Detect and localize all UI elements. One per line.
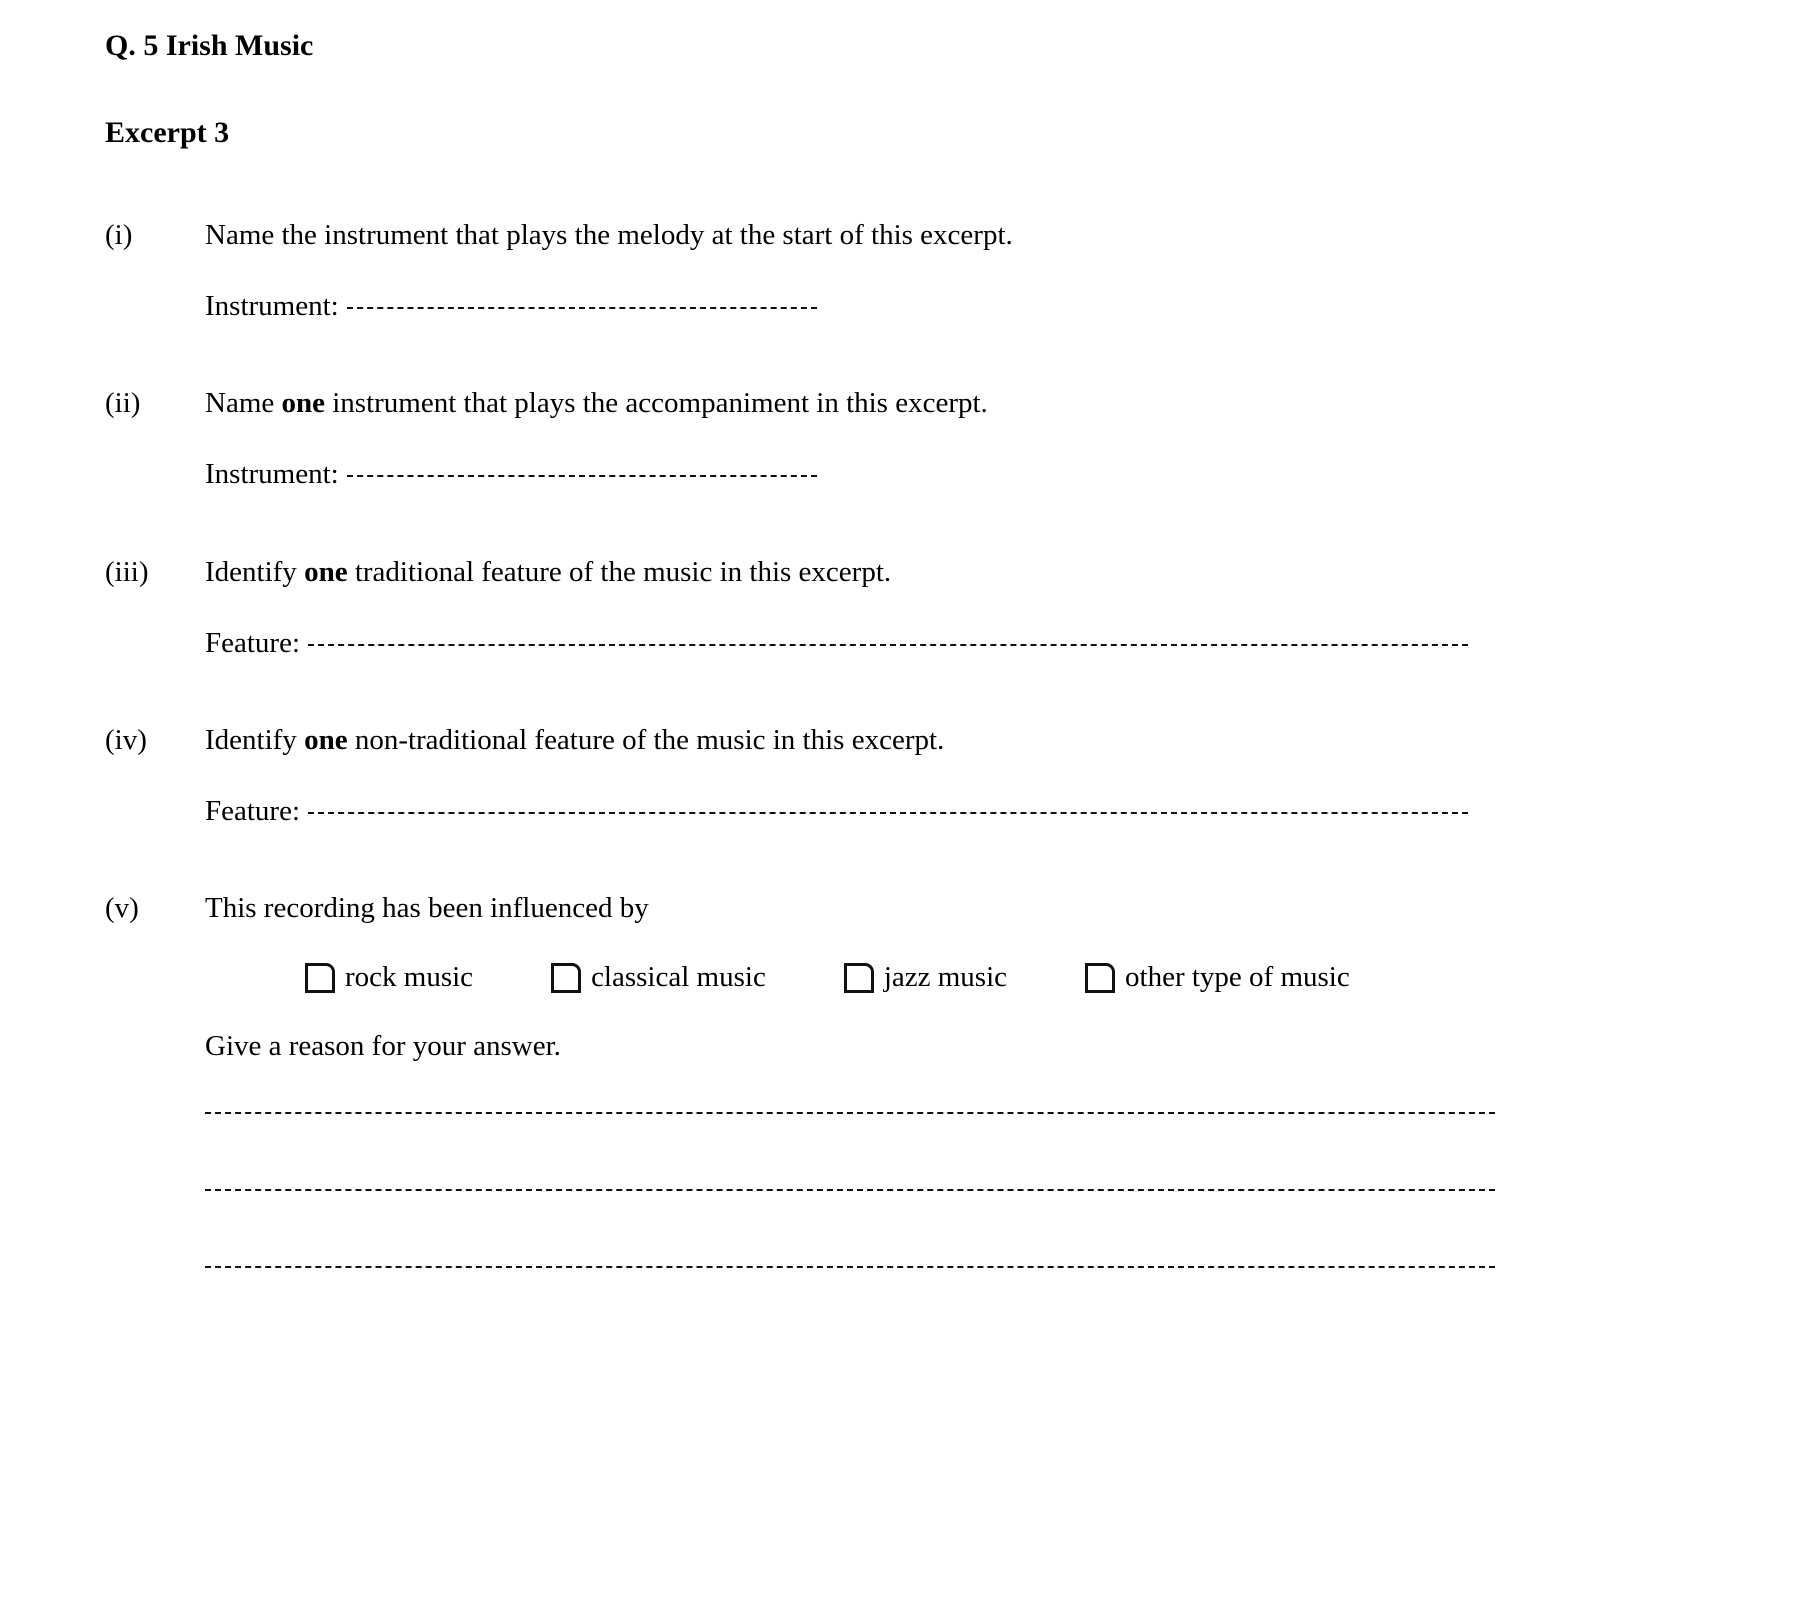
item-text-ii-emphasis: one bbox=[281, 387, 325, 420]
item-number-i: (i) bbox=[105, 219, 133, 251]
item-text-iv-after: non-traditional feature of the music in this excerpt. bbox=[347, 723, 945, 756]
answer-blank-i[interactable] bbox=[347, 306, 817, 309]
question-item-ii bbox=[105, 384, 1748, 494]
option-label-other-type-of-music: other type of music bbox=[1125, 961, 1350, 994]
item-text-iv-emphasis: one bbox=[304, 723, 348, 756]
answer-blank-iv[interactable] bbox=[308, 811, 1468, 814]
option-other-type-of-music[interactable] bbox=[1085, 958, 1350, 997]
item-text-i-before: Name the instrument that plays the melody at the start of this excerpt. bbox=[205, 219, 1013, 251]
answer-row-ii bbox=[205, 455, 1748, 494]
item-text-iii-emphasis: one bbox=[304, 555, 348, 588]
item-number-iii: (iii) bbox=[105, 555, 149, 588]
item-text-iii bbox=[205, 553, 1748, 592]
answer-row-iv bbox=[205, 792, 1748, 831]
reason-answer-line-2[interactable] bbox=[205, 1188, 1495, 1191]
item-text-ii-after: instrument that plays the accompaniment in this excerpt. bbox=[325, 387, 988, 420]
item-text-iii-before: Identify bbox=[205, 555, 305, 588]
checkbox-icon[interactable] bbox=[1085, 963, 1115, 993]
item-text-ii bbox=[205, 384, 1748, 423]
answer-row-i bbox=[205, 287, 1748, 326]
item-text-iv-before: Identify bbox=[205, 723, 305, 756]
option-label-classical-music: classical music bbox=[591, 961, 766, 994]
checkbox-icon[interactable] bbox=[844, 963, 874, 993]
item-number-ii: (ii) bbox=[105, 387, 141, 420]
question-item-iv bbox=[105, 721, 1748, 831]
checkbox-icon[interactable] bbox=[551, 963, 581, 993]
answer-blank-iii[interactable] bbox=[308, 643, 1468, 646]
question-item-iii bbox=[105, 553, 1748, 663]
option-label-rock-music: rock music bbox=[345, 961, 474, 994]
answer-row-iii bbox=[205, 624, 1748, 663]
question-item-i bbox=[105, 216, 1748, 326]
option-jazz-music[interactable] bbox=[844, 958, 1007, 997]
item-number-iv: (iv) bbox=[105, 723, 147, 756]
item-text-iv bbox=[205, 721, 1748, 760]
reason-answer-lines bbox=[205, 1111, 1748, 1268]
item-text-ii-before: Name bbox=[205, 387, 282, 420]
checkbox-icon[interactable] bbox=[305, 963, 335, 993]
question-item-v bbox=[105, 889, 1748, 1341]
item-text-v: This recording has been influenced by bbox=[205, 892, 649, 925]
reason-answer-line-1[interactable] bbox=[205, 1111, 1495, 1114]
page-title: Q. 5 Irish Music bbox=[105, 29, 314, 62]
answer-label-i: Instrument: bbox=[205, 290, 339, 323]
answer-label-iii: Feature: bbox=[205, 626, 301, 659]
answer-label-ii: Instrument: bbox=[205, 458, 339, 491]
item-text-iii-after: traditional feature of the music in this excerpt. bbox=[347, 555, 892, 588]
option-label-jazz-music: jazz music bbox=[883, 961, 1008, 994]
excerpt-title: Excerpt 3 bbox=[105, 116, 230, 149]
option-rock-music[interactable] bbox=[305, 958, 473, 997]
reason-answer-line-3[interactable] bbox=[205, 1265, 1495, 1268]
option-classical-music[interactable] bbox=[551, 958, 766, 997]
item-text-i bbox=[205, 216, 1748, 255]
answer-blank-ii[interactable] bbox=[347, 474, 817, 477]
reason-prompt: Give a reason for your answer. bbox=[205, 1030, 561, 1063]
answer-label-iv: Feature: bbox=[205, 794, 301, 827]
item-number-v: (v) bbox=[105, 892, 139, 925]
influence-options bbox=[205, 958, 1748, 997]
